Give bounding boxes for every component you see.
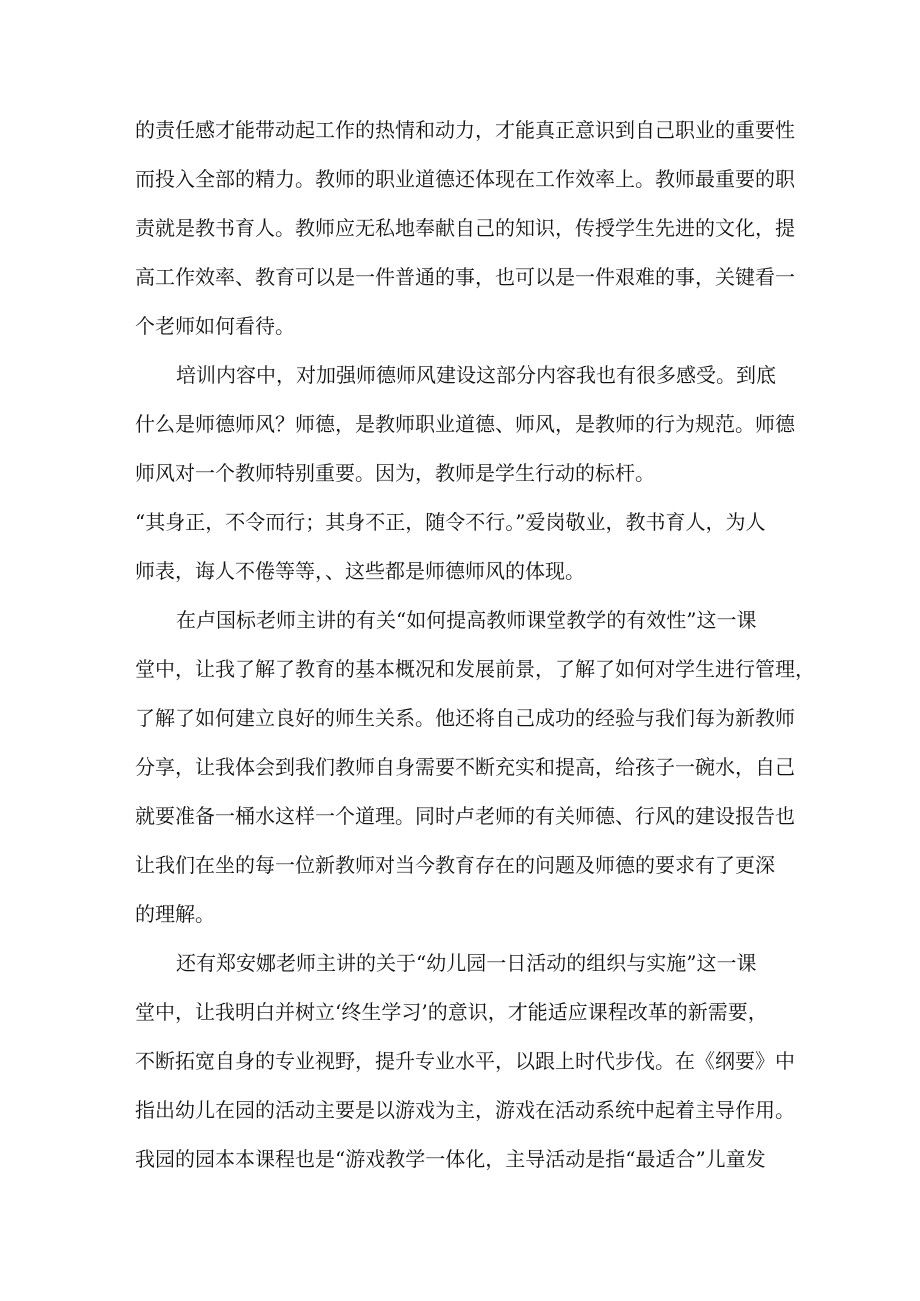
text-line: 个老师如何看待。 [135,314,295,338]
text-line: 了解了如何建立良好的师生关系。他还将自己成功的经验与我们每为新教师 [135,706,795,730]
text-line: “其身正，不令而行；其身不正，随令不行。”爱岗敬业，教书育人，为人 [135,510,766,534]
text-line: 的责任感才能带动起工作的热情和动力，才能真正意识到自己职业的重要性 [135,118,795,142]
text-line: 在卢国标老师主讲的有关“如何提高教师课堂教学的有效性”这一课 [176,608,757,632]
text-line: 高工作效率、教育可以是一件普通的事，也可以是一件艰难的事，关键看一 [135,265,795,289]
text-line: 分享，让我体会到我们教师自身需要不断充实和提高，给孩子一碗水，自己 [135,755,795,779]
text-line: 的理解。 [135,902,215,926]
text-line: 什么是师德师风？师德，是教师职业道德、师风，是教师的行为规范。师德 [135,412,795,436]
text-line: 让我们在坐的每一位新教师对当今教育存在的问题及师德的要求有了更深 [135,853,775,877]
text-line: 就要准备一桶水这样一个道理。同时卢老师的有关师德、行风的建设报告也 [135,804,795,828]
text-line: 而投入全部的精力。教师的职业道德还体现在工作效率上。教师最重要的职 [135,167,795,191]
text-line: 我园的园本本课程也是“游戏教学一体化，主导活动是指“最适合”儿童发 [135,1147,766,1171]
text-line: 不断拓宽自身的专业视野，提升专业水平，以跟上时代步伐。在《纲要》中 [135,1049,795,1073]
text-line: 还有郑安娜老师主讲的关于“幼儿园一日活动的组织与实施”这一课 [176,951,757,975]
text-line: 师风对一个教师特别重要。因为，教师是学生行动的标杆。 [135,461,655,485]
text-line: 指出幼儿在园的活动主要是以游戏为主，游戏在活动系统中起着主导作用。 [135,1098,795,1122]
text-line: 师表，诲人不倦等等，、这些都是师德师风的体现。 [135,559,585,583]
text-line: 堂中，让我明白并树立‘终生学习’的意识，才能适应课程改革的新需要， [135,1000,768,1024]
text-line: 堂中，让我了解了教育的基本概况和发展前景，了解了如何对学生进行管理， [135,657,815,681]
text-line: 培训内容中，对加强师德师风建设这部分内容我也有很多感受。到底 [176,363,776,387]
text-line: 责就是教书育人。教师应无私地奉献自己的知识，传授学生先进的文化，提 [135,216,795,240]
